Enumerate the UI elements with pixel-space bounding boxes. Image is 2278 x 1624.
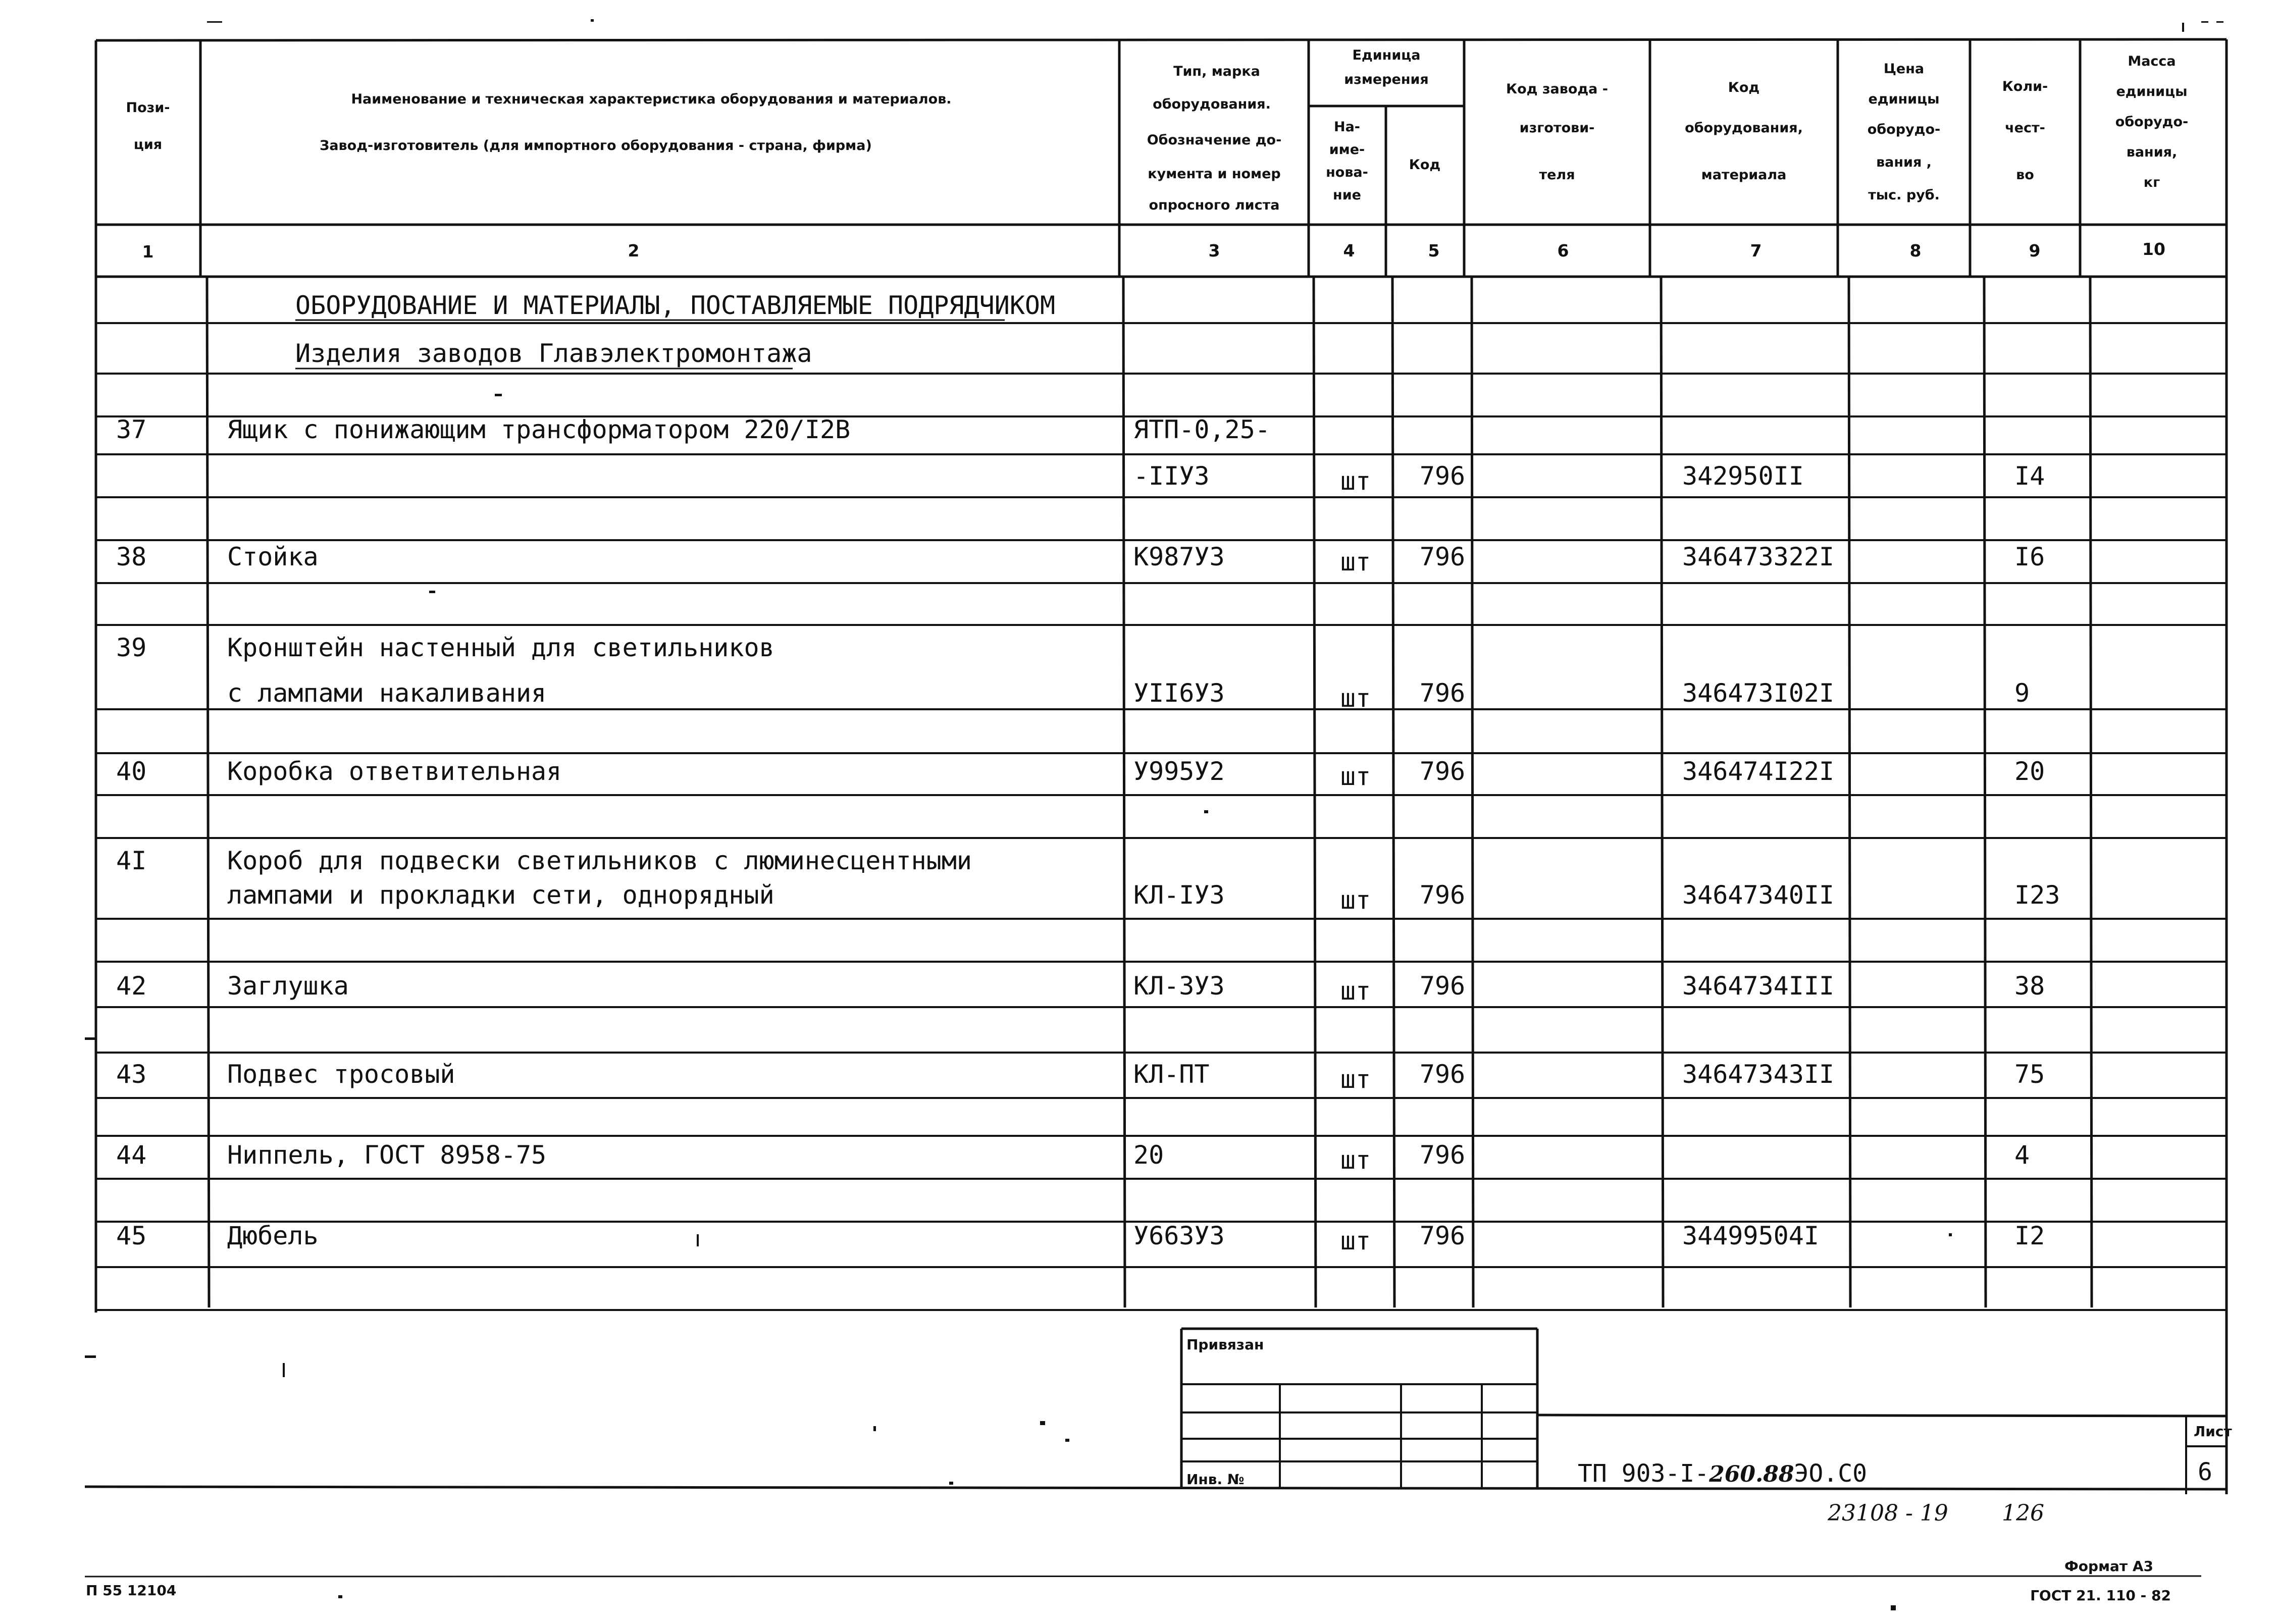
row-quantity: 20: [2014, 757, 2045, 786]
row-unit: шт: [1340, 1145, 1371, 1175]
row-unit: шт: [1340, 1065, 1371, 1094]
col-number-6: 6: [1557, 241, 1569, 260]
row-type: К987У3: [1133, 542, 1225, 571]
row-position: 40: [116, 757, 147, 786]
title-block: [1181, 1336, 2232, 1526]
header-col2-line1: Наименование и техническая характеристика оборудования и материалов.: [351, 91, 952, 107]
header-col3-line2: оборудования.: [1153, 96, 1271, 112]
header-col9-line2: чест-: [2005, 120, 2045, 136]
header-col10-line2: единицы: [2116, 84, 2188, 99]
row-unit: шт: [1340, 762, 1371, 791]
header-col8-line5: тыс. руб.: [1868, 187, 1940, 203]
header-col8-line3: оборудо-: [1867, 122, 1941, 137]
row-type-continued: УII6У3: [1133, 678, 1225, 708]
header-col6-line2: изготови-: [1519, 120, 1595, 136]
row-position: 43: [116, 1060, 147, 1089]
row-quantity: I4: [2014, 461, 2045, 491]
row-name: Коробка ответвительная: [227, 757, 562, 786]
header-col8-line2: единицы: [1868, 91, 1940, 107]
row-unit: шт: [1340, 1226, 1371, 1255]
header-col3-line1: Тип, марка: [1173, 64, 1260, 79]
row-name: Стойка: [227, 542, 319, 571]
column-number-row: [142, 239, 2165, 261]
header-col10-line4: вания,: [2126, 144, 2178, 160]
col-number-1: 1: [142, 242, 154, 261]
col-number-5: 5: [1428, 241, 1440, 260]
row-position: 44: [116, 1140, 147, 1170]
table-header: [126, 47, 2189, 213]
header-col4-line2: име-: [1329, 142, 1365, 158]
header-col9-line1: Коли-: [2002, 79, 2048, 94]
row-name: Короб для подвески светильников с люминесцентными: [227, 846, 972, 875]
header-col7-line1: Код: [1728, 80, 1760, 95]
inv-no-label: Инв. №: [1186, 1471, 1245, 1488]
handwritten-registration-number: 23108 - 19: [1828, 1500, 1948, 1526]
col-number-4: 4: [1343, 241, 1355, 260]
row-quantity: I2: [2014, 1221, 2045, 1250]
row-unit-code: 796: [1419, 1060, 1466, 1089]
row-name-continued: с лампами накаливания: [227, 678, 547, 708]
row-position: 42: [116, 971, 147, 1001]
row-unit-code: 796: [1419, 461, 1466, 491]
header-unit-line1: Единица: [1352, 47, 1421, 63]
row-name: Дюбель: [227, 1221, 319, 1250]
row-type-continued: КЛ-IУ3: [1133, 880, 1225, 910]
col-number-10: 10: [2142, 239, 2165, 259]
row-unit: шт: [1340, 684, 1371, 713]
row-type-continued: -IIУ3: [1133, 461, 1210, 491]
header-col7-line3: материала: [1701, 167, 1787, 183]
col-number-7: 7: [1750, 241, 1762, 260]
row-quantity: 75: [2014, 1060, 2045, 1089]
sheet-footer: [85, 1558, 2201, 1604]
row-material-code: 34647343II: [1682, 1060, 1835, 1089]
row-name-continued: лампами и прокладки сети, однорядный: [227, 880, 774, 910]
row-material-code: 346474I22I: [1682, 757, 1835, 786]
col-number-2: 2: [628, 241, 640, 260]
col-number-8: 8: [1909, 241, 1922, 260]
format-label: Формат А3: [2064, 1558, 2153, 1575]
row-type: 20: [1133, 1140, 1164, 1170]
row-unit-code: 796: [1419, 1140, 1466, 1170]
sheet-number: 6: [2198, 1458, 2212, 1486]
row-material-code: 3464734III: [1682, 971, 1835, 1001]
row-type: КЛ-3У3: [1133, 971, 1225, 1001]
row-position: 45: [116, 1221, 147, 1250]
row-unit: шт: [1340, 885, 1371, 915]
row-unit: шт: [1340, 547, 1371, 577]
gost-label: ГОСТ 21. 110 - 82: [2030, 1587, 2171, 1604]
row-name: Подвес тросовый: [227, 1060, 455, 1089]
header-col3-line4: кумента и номер: [1148, 166, 1281, 182]
row-unit-code: 796: [1419, 757, 1466, 786]
row-name: Кронштейн настенный для светильников: [227, 633, 774, 662]
header-col1-line2: ция: [133, 137, 163, 152]
scan-marks: [85, 19, 2223, 1610]
header-col10-line5: кг: [2143, 175, 2160, 190]
row-material-code: 34647340II: [1682, 880, 1835, 910]
header-col6-line1: Код завода -: [1506, 81, 1608, 97]
row-type: КЛ-ПТ: [1133, 1060, 1210, 1089]
row-position: 37: [116, 415, 147, 444]
row-unit-code: 796: [1419, 1221, 1466, 1250]
row-name: Ящик с понижающим трансформатором 220/I2В: [227, 415, 851, 444]
row-type: У995У2: [1133, 757, 1225, 786]
row-material-code: 342950II: [1682, 461, 1804, 491]
section-title: ОБОРУДОВАНИЕ И МАТЕРИАЛЫ, ПОСТАВЛЯЕМЫЕ ПОДРЯДЧИКОМ: [295, 291, 1056, 320]
header-col8-line4: вания ,: [1876, 154, 1932, 170]
row-type: ЯТП-0,25-: [1133, 415, 1270, 444]
header-col6-line3: теля: [1539, 167, 1575, 183]
sheet-label: Лист: [2194, 1423, 2232, 1440]
row-material-code: 346473I02I: [1682, 678, 1835, 708]
section-heading: [295, 291, 1055, 369]
row-unit-code: 796: [1419, 542, 1466, 571]
header-col4-line4: ние: [1333, 187, 1361, 203]
row-material-code: 346473322I: [1682, 542, 1835, 571]
row-quantity: I6: [2014, 542, 2045, 571]
header-col2-line2: Завод-изготовитель (для импортного оборудования - страна, фирма): [320, 138, 872, 153]
header-col4-line3: нова-: [1326, 165, 1368, 180]
row-type: У663У3: [1133, 1221, 1225, 1250]
row-position: 38: [116, 542, 147, 571]
section-subtitle: Изделия заводов Главэлектромонтажа: [295, 339, 812, 368]
header-unit-line2: измерения: [1344, 72, 1429, 87]
header-col8-line1: Цена: [1883, 61, 1925, 77]
row-material-code: 34499504I: [1682, 1221, 1819, 1250]
header-col1-line1: Пози-: [126, 100, 170, 116]
header-col5: Код: [1409, 157, 1441, 173]
header-col9-line3: во: [2016, 167, 2034, 183]
row-unit-code: 796: [1419, 971, 1466, 1001]
handwritten-page-number: 126: [2002, 1500, 2044, 1526]
header-col7-line2: оборудования,: [1685, 120, 1803, 136]
col-number-9: 9: [2029, 241, 2041, 260]
header-col4-line1: На-: [1333, 119, 1361, 135]
header-col10-line1: Масса: [2128, 54, 2176, 69]
header-col10-line3: оборудо-: [2115, 114, 2189, 130]
row-unit: шт: [1340, 976, 1371, 1006]
row-quantity: I23: [2014, 880, 2060, 910]
row-name: Заглушка: [227, 971, 349, 1001]
row-quantity: 38: [2014, 971, 2045, 1001]
row-name: Ниппель, ГОСТ 8958-75: [227, 1140, 547, 1170]
row-unit-code: 796: [1419, 678, 1466, 708]
row-position: 4I: [116, 846, 147, 875]
row-unit-code: 796: [1419, 880, 1466, 910]
footer-stamp-number: П 55 12104: [86, 1582, 177, 1599]
row-position: 39: [116, 633, 147, 662]
row-quantity: 9: [2014, 678, 2030, 708]
row-unit: шт: [1340, 466, 1371, 496]
row-quantity: 4: [2014, 1140, 2030, 1170]
column-lines: [200, 40, 2092, 1307]
document-code: ТП 903-I-260.88ЭО.С0: [1578, 1459, 1867, 1488]
header-col3-line5: опросного листа: [1149, 197, 1280, 213]
col-number-3: 3: [1208, 241, 1220, 260]
privyazan-label: Привязан: [1186, 1336, 1264, 1353]
header-col3-line3: Обозначение до-: [1147, 132, 1282, 148]
